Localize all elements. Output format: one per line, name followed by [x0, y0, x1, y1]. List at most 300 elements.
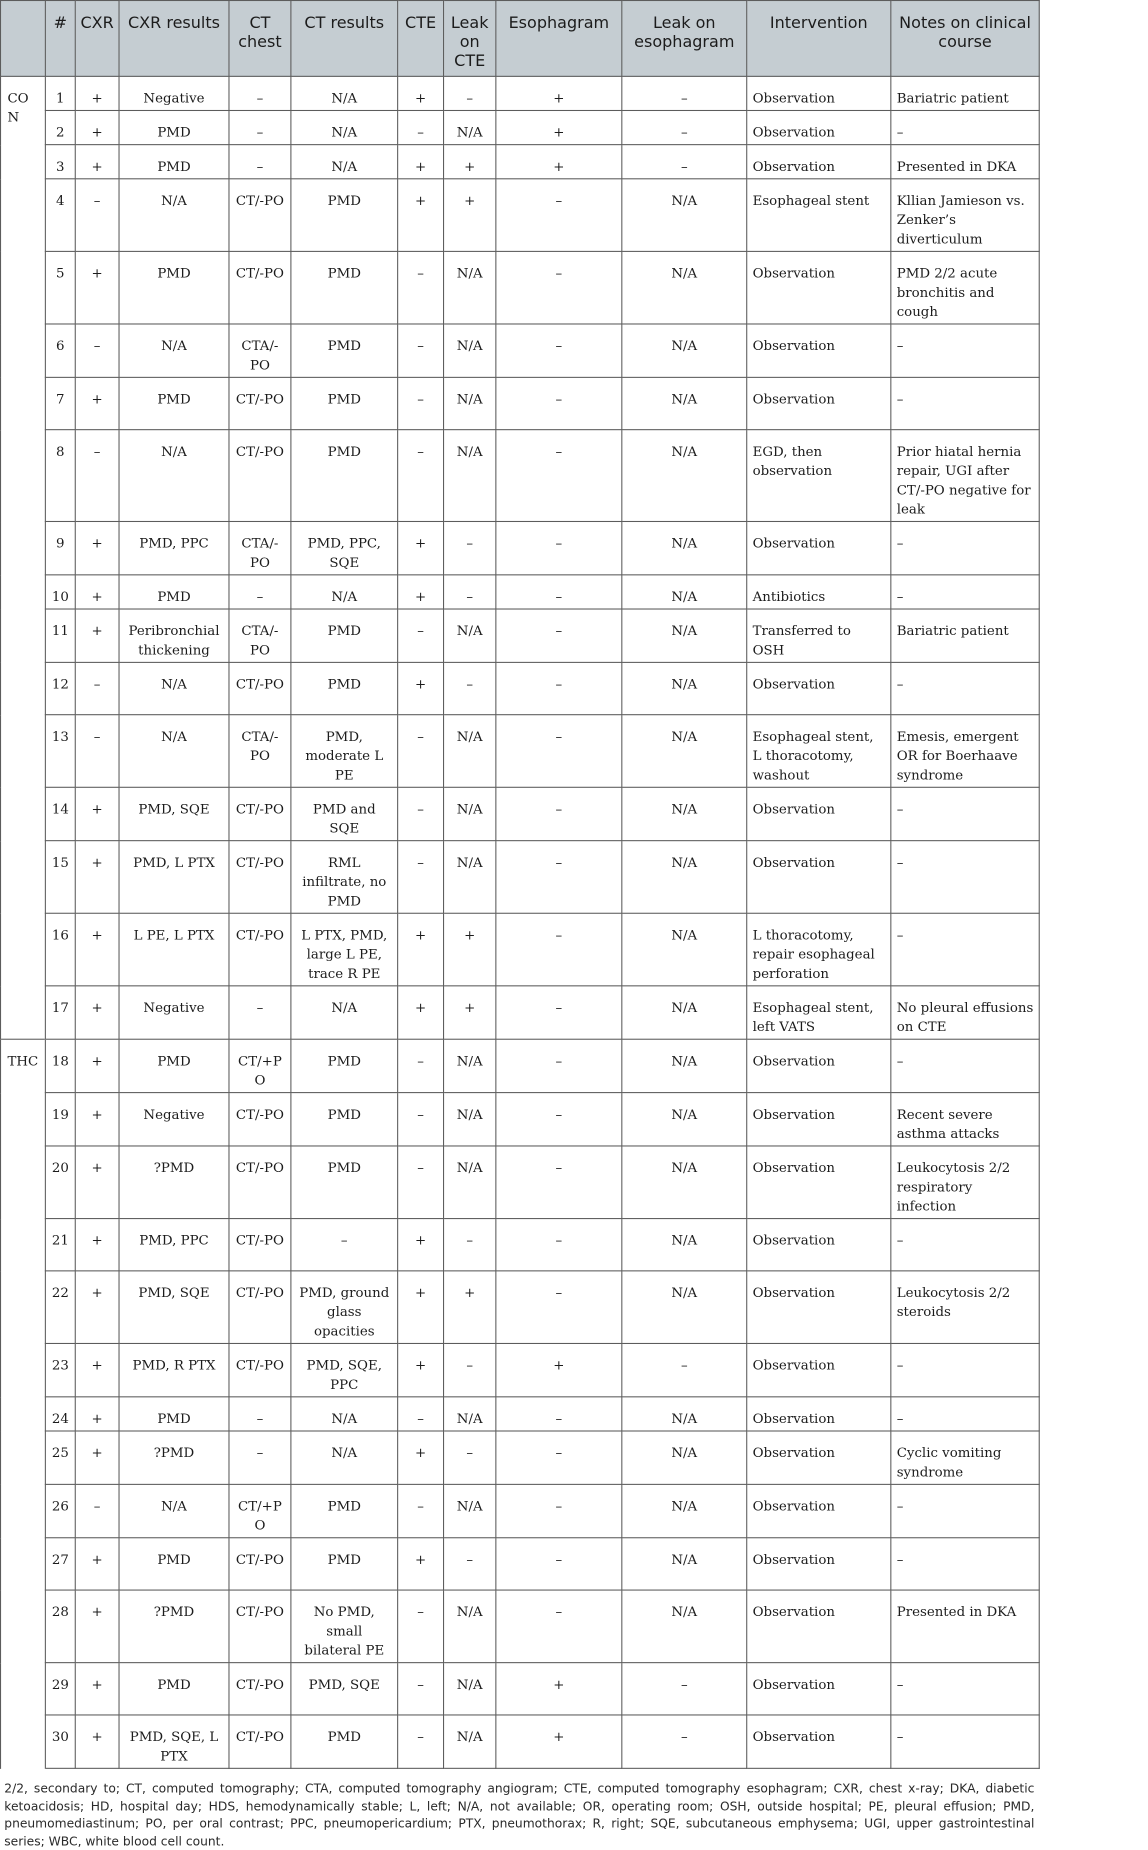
- table-cell: +: [75, 1590, 119, 1663]
- row-number: 24: [45, 1397, 75, 1431]
- table-cell: Esophageal stent, left VATS: [747, 986, 891, 1039]
- table-cell: –: [444, 575, 496, 609]
- table-row: [1, 377, 1040, 429]
- table-cell: Observation: [747, 1431, 891, 1484]
- row-number: 8: [45, 430, 75, 522]
- column-header-text: course: [938, 32, 992, 52]
- table-cell: PMD: [119, 575, 229, 609]
- table-cell: –: [496, 1219, 622, 1271]
- column-header-text: CTE: [405, 12, 437, 33]
- table-cell: N/A: [444, 1093, 496, 1146]
- table-row: [1, 913, 1040, 986]
- table-cell: +: [75, 1219, 119, 1271]
- table-cell: N/A: [291, 986, 398, 1039]
- table-cell: PMD, SQE: [119, 787, 229, 840]
- table-row: [1, 841, 1040, 914]
- table-cell: –: [891, 110, 1039, 144]
- table-cell: Negative: [119, 986, 229, 1039]
- table-cell: –: [398, 1093, 444, 1146]
- table-cell: –: [398, 324, 444, 377]
- group-label: THC: [1, 1039, 46, 1768]
- table-cell: N/A: [622, 179, 747, 252]
- table-row: [1, 1590, 1040, 1663]
- table-cell: Leukocytosis 2/2 respiratory infection: [891, 1146, 1039, 1219]
- table-cell: Bariatric patient: [891, 76, 1039, 110]
- table-cell: N/A: [444, 787, 496, 840]
- table-cell: PMD, moderate L PE: [291, 715, 398, 788]
- table-cell: Presented in DKA: [891, 145, 1039, 179]
- row-number: 4: [45, 179, 75, 252]
- table-cell: –: [496, 1093, 622, 1146]
- row-number: 3: [45, 145, 75, 179]
- table-cell: PMD: [119, 1538, 229, 1590]
- table-cell: CT/-PO: [229, 179, 291, 252]
- table-cell: PMD: [119, 145, 229, 179]
- table-cell: +: [75, 1093, 119, 1146]
- table-cell: –: [398, 1663, 444, 1715]
- table-body: [1, 76, 1040, 1768]
- table-cell: Observation: [747, 787, 891, 840]
- table-cell: Observation: [747, 1715, 891, 1768]
- row-number: 28: [45, 1590, 75, 1663]
- column-header: [119, 1, 229, 77]
- table-cell: PMD, PPC: [119, 1219, 229, 1271]
- column-header: [45, 1, 75, 77]
- table-cell: +: [75, 251, 119, 324]
- table-cell: –: [891, 1484, 1039, 1537]
- table-cell: +: [444, 179, 496, 252]
- table-cell: –: [622, 145, 747, 179]
- table-cell: CT/-PO: [229, 841, 291, 914]
- table-cell: –: [622, 1343, 747, 1396]
- table-cell: CT/-PO: [229, 1271, 291, 1344]
- table-cell: Observation: [747, 1343, 891, 1396]
- table-cell: –: [229, 145, 291, 179]
- row-number: 5: [45, 251, 75, 324]
- row-number: 21: [45, 1219, 75, 1271]
- column-header-text: Leak: [450, 12, 489, 33]
- table-cell: +: [75, 609, 119, 662]
- table-cell: –: [891, 521, 1039, 574]
- table-cell: –: [891, 575, 1039, 609]
- table-cell: +: [75, 913, 119, 986]
- table-cell: –: [891, 1219, 1039, 1271]
- table-cell: N/A: [444, 1590, 496, 1663]
- table-cell: Observation: [747, 324, 891, 377]
- table-cell: Observation: [747, 662, 891, 714]
- row-number: 27: [45, 1538, 75, 1590]
- row-number: 26: [45, 1484, 75, 1537]
- table-cell: CT/+PO: [229, 1039, 291, 1092]
- table-cell: CT/-PO: [229, 1093, 291, 1146]
- table-cell: PMD: [291, 1146, 398, 1219]
- table-row: [1, 1663, 1040, 1715]
- table-row: [1, 1146, 1040, 1219]
- table-cell: N/A: [444, 377, 496, 429]
- table-cell: –: [496, 841, 622, 914]
- table-cell: Observation: [747, 1538, 891, 1590]
- table-cell: +: [75, 1146, 119, 1219]
- table-cell: N/A: [291, 145, 398, 179]
- table-row: [1, 145, 1040, 179]
- table-cell: –: [496, 251, 622, 324]
- table-cell: +: [75, 1715, 119, 1768]
- table-cell: Observation: [747, 841, 891, 914]
- row-number: 17: [45, 986, 75, 1039]
- table-row: [1, 179, 1040, 252]
- table-row: [1, 521, 1040, 574]
- table-cell: –: [398, 1484, 444, 1537]
- table-row: [1, 715, 1040, 788]
- table-cell: +: [75, 986, 119, 1039]
- table-cell: +: [496, 1663, 622, 1715]
- table-cell: Esophageal stent, L thoracotomy, washout: [747, 715, 891, 788]
- table-cell: –: [891, 1343, 1039, 1396]
- table-cell: –: [891, 787, 1039, 840]
- table-cell: PMD, SQE, L PTX: [119, 1715, 229, 1768]
- table-cell: –: [444, 1343, 496, 1396]
- table-cell: Observation: [747, 1590, 891, 1663]
- table-cell: N/A: [444, 324, 496, 377]
- table-cell: PMD: [291, 430, 398, 522]
- table-cell: CT/-PO: [229, 1715, 291, 1768]
- row-number: 29: [45, 1663, 75, 1715]
- table-cell: +: [496, 110, 622, 144]
- table-cell: CT/-PO: [229, 1146, 291, 1219]
- table-cell: N/A: [444, 1397, 496, 1431]
- table-cell: N/A: [622, 715, 747, 788]
- table-cell: N/A: [622, 787, 747, 840]
- table-cell: N/A: [622, 609, 747, 662]
- table-cell: +: [398, 1219, 444, 1271]
- table-cell: N/A: [622, 1538, 747, 1590]
- table-cell: PMD: [291, 1538, 398, 1590]
- table-cell: N/A: [622, 377, 747, 429]
- table-cell: –: [891, 377, 1039, 429]
- table-cell: N/A: [119, 715, 229, 788]
- table-cell: Esophageal stent: [747, 179, 891, 252]
- table-cell: PMD, R PTX: [119, 1343, 229, 1396]
- table-cell: Antibiotics: [747, 575, 891, 609]
- table-cell: EGD, then observation: [747, 430, 891, 522]
- table-cell: –: [891, 1039, 1039, 1092]
- table-cell: N/A: [622, 575, 747, 609]
- table-cell: –: [496, 787, 622, 840]
- table-cell: CT/-PO: [229, 787, 291, 840]
- table-cell: N/A: [622, 1219, 747, 1271]
- table-cell: N/A: [622, 841, 747, 914]
- table-cell: –: [444, 1431, 496, 1484]
- table-cell: –: [75, 324, 119, 377]
- table-cell: +: [398, 145, 444, 179]
- table-cell: –: [444, 521, 496, 574]
- table-cell: +: [496, 76, 622, 110]
- table-cell: PMD: [119, 110, 229, 144]
- table-cell: CT/-PO: [229, 430, 291, 522]
- table-cell: –: [444, 1219, 496, 1271]
- table-cell: PMD, SQE: [291, 1663, 398, 1715]
- table-cell: N/A: [622, 521, 747, 574]
- row-number: 19: [45, 1093, 75, 1146]
- table-cell: –: [891, 1538, 1039, 1590]
- table-row: [1, 662, 1040, 714]
- table-cell: Observation: [747, 1219, 891, 1271]
- table-cell: CT/-PO: [229, 377, 291, 429]
- table-cell: PMD, L PTX: [119, 841, 229, 914]
- table-cell: N/A: [291, 76, 398, 110]
- table-cell: –: [622, 110, 747, 144]
- table-cell: PMD: [119, 377, 229, 429]
- table-cell: +: [444, 1271, 496, 1344]
- table-cell: Kllian Jamieson vs. Zenker’s diverticulum: [891, 179, 1039, 252]
- table-row: [1, 430, 1040, 522]
- table-cell: –: [75, 179, 119, 252]
- table-row: [1, 1039, 1040, 1092]
- row-number: 13: [45, 715, 75, 788]
- table-cell: –: [444, 76, 496, 110]
- table-cell: CT/-PO: [229, 662, 291, 714]
- column-header: [1, 1, 46, 77]
- table-cell: –: [496, 1590, 622, 1663]
- column-header-text: CXR: [80, 12, 114, 33]
- table-cell: N/A: [291, 575, 398, 609]
- table-cell: N/A: [622, 1431, 747, 1484]
- table-cell: N/A: [444, 1146, 496, 1219]
- table-cell: No pleural effusions on CTE: [891, 986, 1039, 1039]
- table-cell: PMD: [291, 1484, 398, 1537]
- table-row: [1, 324, 1040, 377]
- table-cell: +: [496, 1343, 622, 1396]
- table-cell: CT/-PO: [229, 251, 291, 324]
- table-cell: +: [398, 986, 444, 1039]
- table-cell: CT/-PO: [229, 1590, 291, 1663]
- table-cell: Transferred to OSH: [747, 609, 891, 662]
- table-cell: N/A: [622, 1590, 747, 1663]
- table-cell: –: [496, 1271, 622, 1344]
- table-cell: +: [398, 1271, 444, 1344]
- table-cell: +: [444, 145, 496, 179]
- row-number: 10: [45, 575, 75, 609]
- table-cell: –: [496, 913, 622, 986]
- table-cell: N/A: [444, 110, 496, 144]
- table-cell: L PTX, PMD, large L PE, trace R PE: [291, 913, 398, 986]
- table-cell: –: [622, 1663, 747, 1715]
- table-cell: Observation: [747, 377, 891, 429]
- row-number: 25: [45, 1431, 75, 1484]
- row-number: 23: [45, 1343, 75, 1396]
- table-cell: +: [75, 377, 119, 429]
- table-cell: –: [75, 430, 119, 522]
- table-cell: PMD: [291, 251, 398, 324]
- table-cell: +: [496, 145, 622, 179]
- column-header-text: on: [459, 32, 480, 52]
- table-cell: N/A: [622, 986, 747, 1039]
- table-cell: –: [398, 609, 444, 662]
- table-cell: +: [444, 913, 496, 986]
- column-header-text: Esophagram: [508, 12, 610, 33]
- row-number: 9: [45, 521, 75, 574]
- table-cell: N/A: [622, 251, 747, 324]
- table-cell: –: [75, 662, 119, 714]
- table-cell: –: [398, 715, 444, 788]
- table-cell: –: [891, 841, 1039, 914]
- table-cell: Cyclic vomiting syndrome: [891, 1431, 1039, 1484]
- table-cell: CT/+PO: [229, 1484, 291, 1537]
- table-cell: Observation: [747, 1093, 891, 1146]
- column-header-text: Intervention: [769, 12, 868, 33]
- table-cell: N/A: [622, 430, 747, 522]
- table-cell: +: [398, 76, 444, 110]
- row-number: 6: [45, 324, 75, 377]
- table-row: [1, 1484, 1040, 1537]
- table-cell: Bariatric patient: [891, 609, 1039, 662]
- table-cell: N/A: [444, 251, 496, 324]
- table-cell: Observation: [747, 251, 891, 324]
- table-cell: Observation: [747, 76, 891, 110]
- row-number: 16: [45, 913, 75, 986]
- table-cell: Peribronchial thickening: [119, 609, 229, 662]
- table-cell: PMD: [291, 377, 398, 429]
- group-label: CON: [1, 76, 46, 1039]
- table-cell: Presented in DKA: [891, 1590, 1039, 1663]
- table-cell: –: [622, 1715, 747, 1768]
- table-cell: +: [398, 521, 444, 574]
- table-cell: Observation: [747, 1271, 891, 1344]
- row-number: 7: [45, 377, 75, 429]
- table-cell: N/A: [444, 430, 496, 522]
- table-cell: –: [496, 1039, 622, 1092]
- table-cell: +: [398, 1431, 444, 1484]
- table-cell: PMD: [119, 251, 229, 324]
- table-cell: –: [496, 575, 622, 609]
- table-cell: –: [398, 430, 444, 522]
- table-cell: PMD and SQE: [291, 787, 398, 840]
- table-cell: PMD: [119, 1039, 229, 1092]
- table-cell: PMD: [291, 1039, 398, 1092]
- table-cell: L PE, L PTX: [119, 913, 229, 986]
- table-cell: PMD: [291, 609, 398, 662]
- table-cell: +: [75, 76, 119, 110]
- table-row: [1, 1219, 1040, 1271]
- column-header: [496, 1, 622, 77]
- table-cell: N/A: [444, 1039, 496, 1092]
- row-number: 1: [45, 76, 75, 110]
- table-cell: PMD: [291, 662, 398, 714]
- column-header-text: #: [53, 12, 68, 33]
- table-cell: N/A: [622, 913, 747, 986]
- table-cell: –: [398, 110, 444, 144]
- table-row: [1, 76, 1040, 110]
- header-row: [1, 1, 1040, 77]
- table-cell: CT/-PO: [229, 1219, 291, 1271]
- table-cell: –: [891, 662, 1039, 714]
- table-cell: N/A: [622, 1093, 747, 1146]
- table-cell: Observation: [747, 521, 891, 574]
- table-cell: ?PMD: [119, 1431, 229, 1484]
- table-row: [1, 986, 1040, 1039]
- table-cell: PMD: [291, 324, 398, 377]
- table-cell: CTA/-PO: [229, 521, 291, 574]
- table-cell: –: [229, 1431, 291, 1484]
- column-header: [622, 1, 747, 77]
- row-number: 12: [45, 662, 75, 714]
- column-header: [891, 1, 1039, 77]
- table-cell: N/A: [622, 662, 747, 714]
- column-header: [747, 1, 891, 77]
- table-cell: RML infiltrate, no PMD: [291, 841, 398, 914]
- table-row: [1, 1271, 1040, 1344]
- row-number: 2: [45, 110, 75, 144]
- column-header: [75, 1, 119, 77]
- table-cell: –: [229, 110, 291, 144]
- table-cell: PMD: [119, 1663, 229, 1715]
- table-cell: –: [496, 430, 622, 522]
- table-cell: Observation: [747, 110, 891, 144]
- table-cell: PMD 2/2 acute bronchitis and cough: [891, 251, 1039, 324]
- table-cell: Leukocytosis 2/2 steroids: [891, 1271, 1039, 1344]
- table-cell: +: [75, 1538, 119, 1590]
- table-cell: N/A: [291, 1397, 398, 1431]
- table-cell: N/A: [444, 715, 496, 788]
- table-cell: –: [891, 1715, 1039, 1768]
- table-cell: Prior hiatal hernia repair, UGI after CT/-PO negative for leak: [891, 430, 1039, 522]
- table-cell: N/A: [119, 662, 229, 714]
- table-cell: –: [229, 986, 291, 1039]
- table-row: [1, 575, 1040, 609]
- table-cell: Observation: [747, 1663, 891, 1715]
- table-cell: +: [75, 1039, 119, 1092]
- table-cell: PMD, SQE, PPC: [291, 1343, 398, 1396]
- table-cell: +: [398, 1343, 444, 1396]
- column-header: [291, 1, 398, 77]
- table-cell: L thoracotomy, repair esophageal perforation: [747, 913, 891, 986]
- table-cell: –: [496, 1431, 622, 1484]
- table-cell: N/A: [444, 609, 496, 662]
- row-number: 30: [45, 1715, 75, 1768]
- table-cell: PMD, SQE: [119, 1271, 229, 1344]
- table-cell: –: [496, 324, 622, 377]
- column-header-text: chest: [238, 32, 282, 52]
- table-row: [1, 110, 1040, 144]
- table-cell: –: [75, 1484, 119, 1537]
- table-cell: –: [444, 662, 496, 714]
- table-cell: –: [891, 1397, 1039, 1431]
- table-cell: +: [398, 575, 444, 609]
- table-cell: N/A: [622, 1039, 747, 1092]
- table-cell: N/A: [622, 1397, 747, 1431]
- table-cell: Observation: [747, 1484, 891, 1537]
- table-cell: –: [496, 1146, 622, 1219]
- table-cell: Negative: [119, 76, 229, 110]
- table-cell: –: [398, 377, 444, 429]
- table-cell: +: [75, 1271, 119, 1344]
- table-cell: +: [398, 179, 444, 252]
- table-cell: CT/-PO: [229, 1538, 291, 1590]
- table-cell: –: [398, 1715, 444, 1768]
- table-cell: N/A: [622, 324, 747, 377]
- row-number: 20: [45, 1146, 75, 1219]
- column-header-text: esophagram: [634, 32, 735, 52]
- table-row: [1, 1715, 1040, 1768]
- table-footnote: 2/2, secondary to; CT, computed tomography; CTA, computed tomography angiogram; CTE, computed tomography esophagram; CXR, chest x-ray; DKA, diabetic ketoacidosis; HD, hospital day; HDS, hemodynamically stable; L, left; N/A, not available; OR, operating room; OSH, outside hospital; PE, pleural effusion; PMD, pneumomediastinum; PO, per oral contrast; PPC, pneumopericardium; PTX, pneumothorax; R, right; SQE, subcutaneous emphysema; UGI, upper gastrointestinal series; WBC, white blood cell count.: [4, 1780, 1035, 1849]
- table-cell: N/A: [622, 1271, 747, 1344]
- table-cell: –: [496, 1484, 622, 1537]
- table-cell: N/A: [119, 430, 229, 522]
- column-header: [398, 1, 444, 77]
- table-row: [1, 1093, 1040, 1146]
- table-cell: CT/-PO: [229, 1343, 291, 1396]
- table-cell: N/A: [444, 841, 496, 914]
